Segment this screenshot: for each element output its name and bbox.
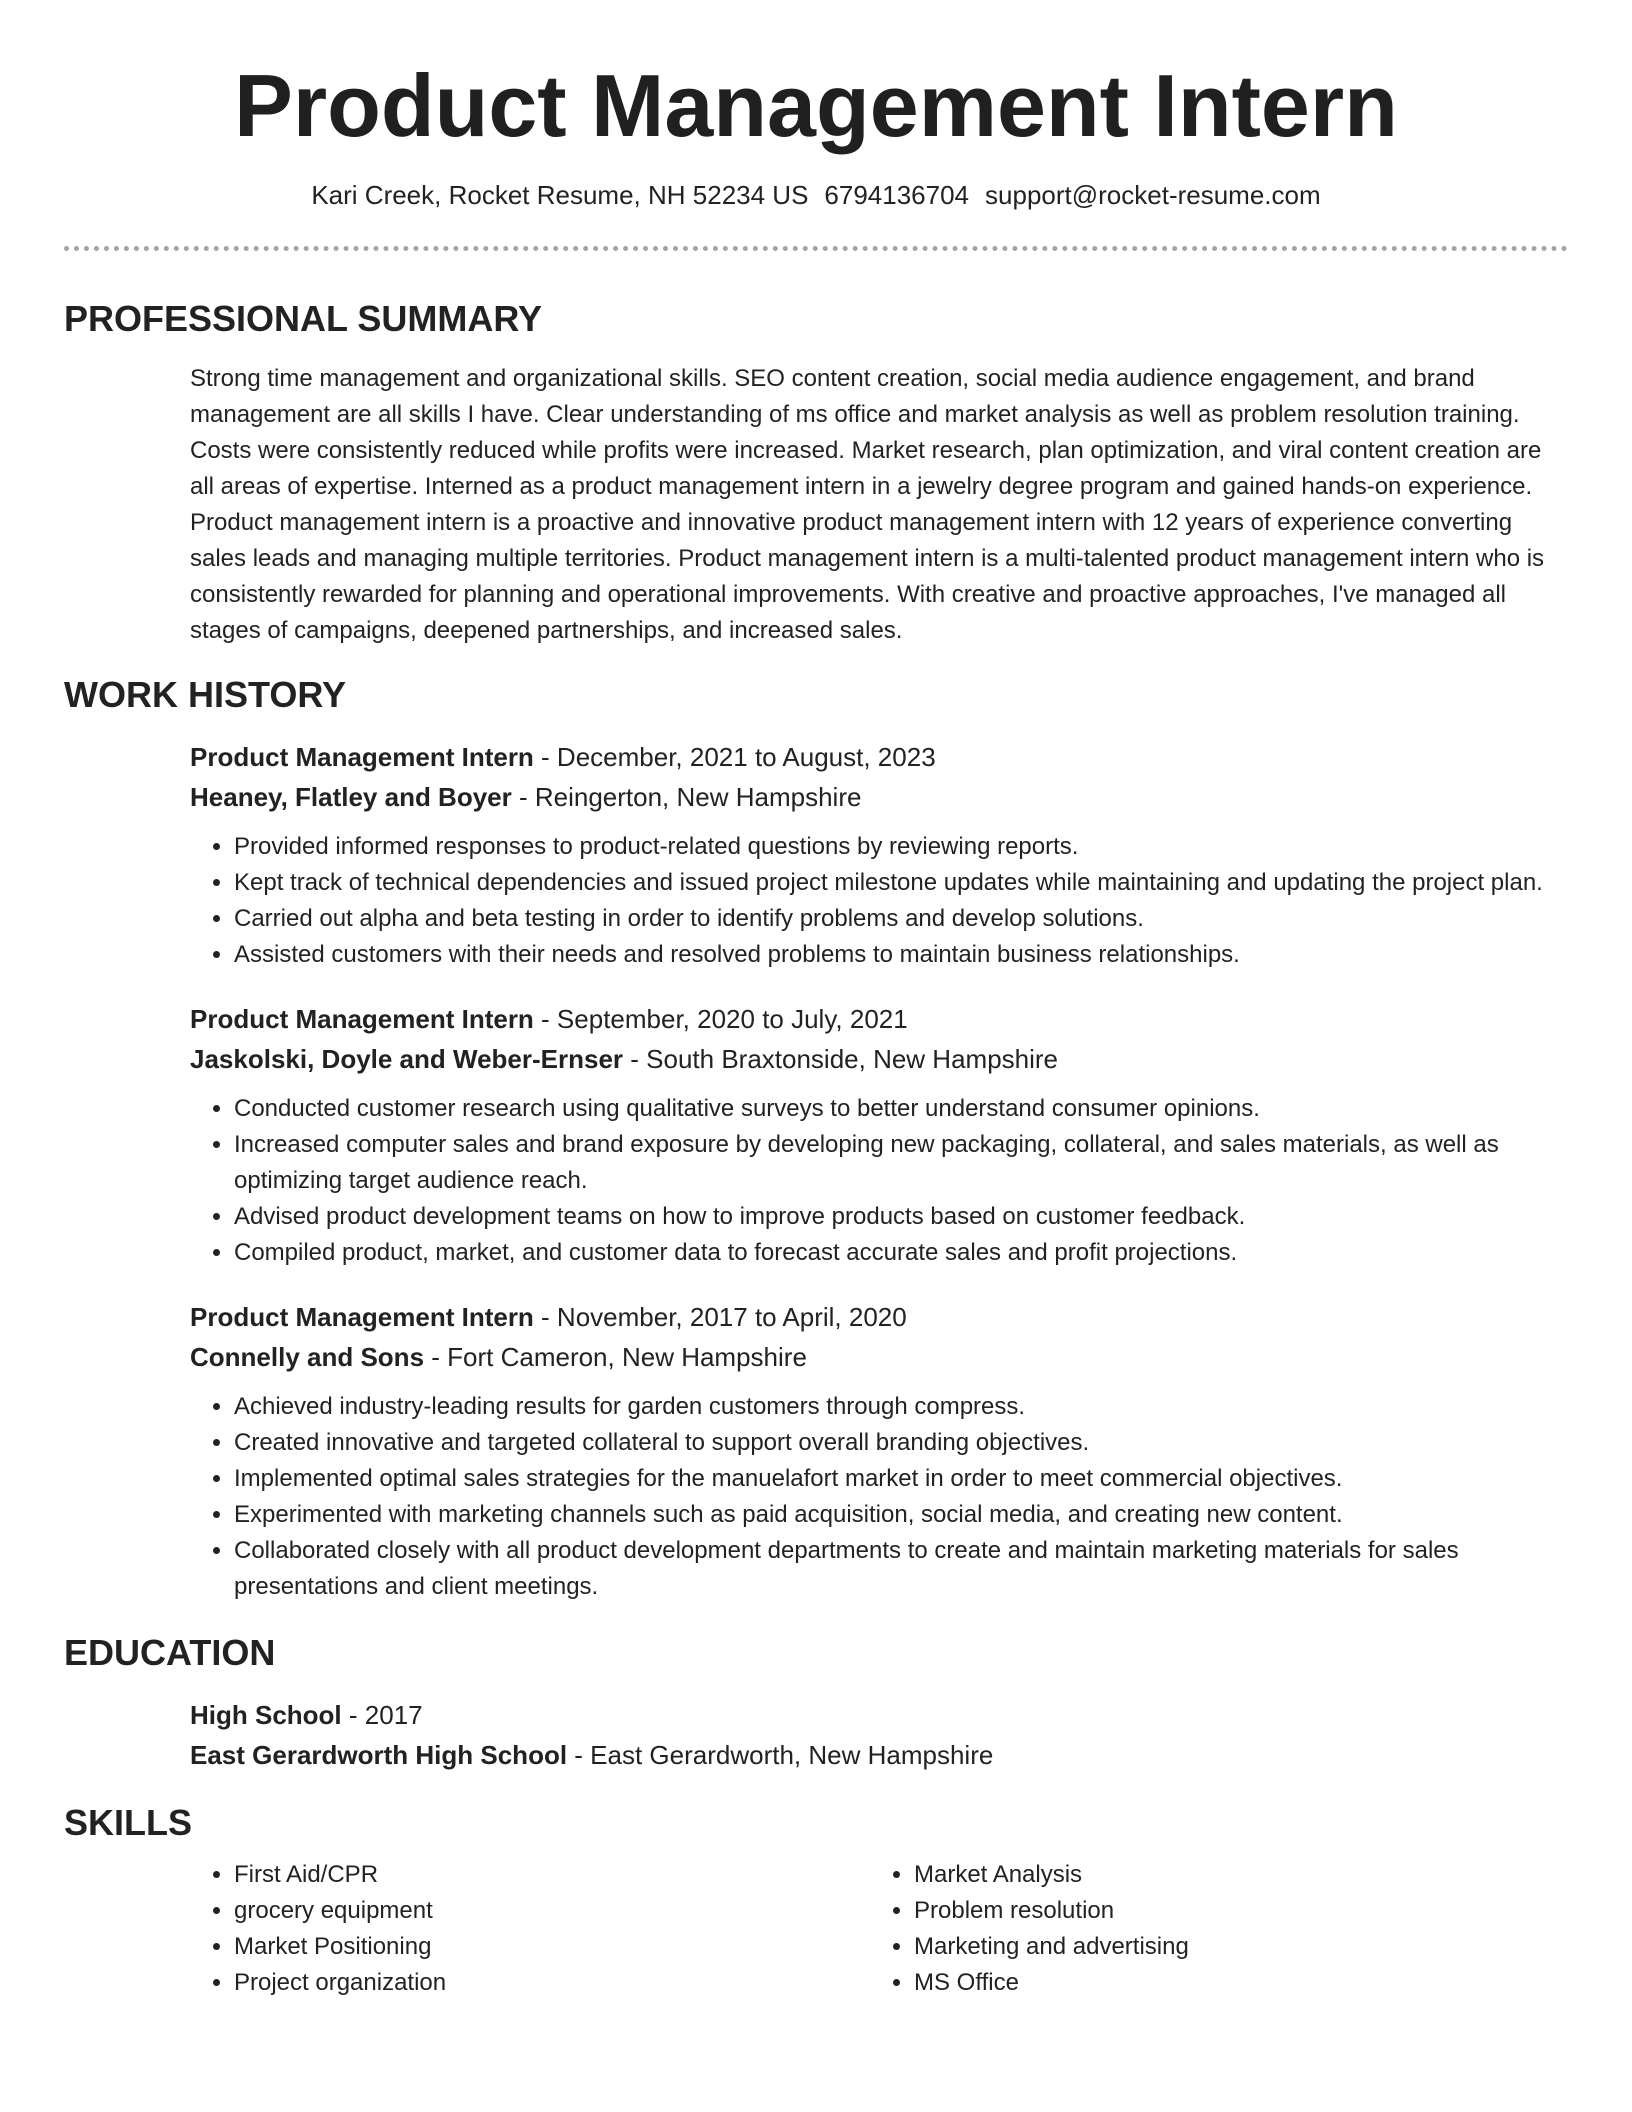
job-bullet: • Implemented optimal sales strategies for the manuelafort market in order to meet commercial objectives. <box>234 1461 1560 1497</box>
job-entry <box>190 737 1560 973</box>
job-bullet: • Conducted customer research using qualitative surveys to better understand consumer opinions. <box>234 1091 1560 1127</box>
job-bullet: • Achieved industry-leading results for garden customers through compress. <box>234 1389 1560 1425</box>
skill-item: • MS Office <box>914 1965 1550 2001</box>
job-company-line <box>190 777 1560 817</box>
section-title-summary: PROFESSIONAL SUMMARY <box>64 298 543 339</box>
skills-grid <box>190 1857 1560 2001</box>
education-degree: High School <box>190 1700 342 1730</box>
candidate-name: Product Management Intern <box>234 56 1398 155</box>
job-role: Product Management Intern <box>190 1004 534 1034</box>
education-entry <box>190 1695 1560 1775</box>
skill-item: • Project organization <box>234 1965 870 2001</box>
job-dates: - September, 2020 to July, 2021 <box>533 1004 908 1034</box>
skills-column-right <box>870 1857 1550 2001</box>
job-role: Product Management Intern <box>190 742 534 772</box>
education-location: - East Gerardworth, New Hampshire <box>567 1740 994 1770</box>
job-bullet: • Advised product development teams on how to improve products based on customer feedback. <box>234 1199 1560 1235</box>
section-title-work-history: WORK HISTORY <box>64 674 347 715</box>
job-role: Product Management Intern <box>190 1302 534 1332</box>
job-company: Jaskolski, Doyle and Weber-Ernser <box>190 1044 624 1074</box>
job-company-line <box>190 1337 1560 1377</box>
job-title-line <box>190 1297 1560 1337</box>
contact-phone: 6794136704 <box>824 180 970 210</box>
job-dates: - December, 2021 to August, 2023 <box>533 742 936 772</box>
resume-page <box>64 0 1568 2001</box>
education-year: - 2017 <box>341 1700 423 1730</box>
job-bullet: • Assisted customers with their needs and resolved problems to maintain business relationships. <box>234 937 1560 973</box>
job-company: Heaney, Flatley and Boyer <box>190 782 512 812</box>
section-title-education: EDUCATION <box>64 1632 276 1673</box>
skill-item: • Market Positioning <box>234 1929 870 1965</box>
job-company-line <box>190 1039 1560 1079</box>
contact-email: support@rocket-resume.com <box>985 180 1321 210</box>
job-bullet: • Carried out alpha and beta testing in order to identify problems and develop solutions. <box>234 901 1560 937</box>
job-bullet: • Created innovative and targeted collateral to support overall branding objectives. <box>234 1425 1560 1461</box>
skill-item: • First Aid/CPR <box>234 1857 870 1893</box>
job-bullet: • Kept track of technical dependencies and issued project milestone updates while maintaining and updating the project plan. <box>234 865 1560 901</box>
job-bullet: • Collaborated closely with all product development departments to create and maintain marketing materials for sales presentations and client meetings. <box>234 1533 1560 1605</box>
job-entry <box>190 1297 1560 1605</box>
job-title-line <box>190 999 1560 1039</box>
job-bullets <box>190 829 1560 973</box>
summary-text: Strong time management and organizational skills. SEO content creation, social media audience engagement, and brand management are all skills I have. Clear understanding of ms office and market analysis as well as problem resolution training. Costs were consistently reduced while profits were increased. Market research, plan optimization, and viral content creation are all areas of expertise. Interned as a product management intern in a jewelry degree program and gained hands-on experience. Product management intern is a proactive and innovative product management intern with 12 years of experience converting sales leads and managing multiple territories. Product management intern is a multi-talented product management intern who is consistently rewarded for planning and operational improvements. With creative and proactive approaches, I've managed all stages of campaigns, deepened partnerships, and increased sales. <box>190 365 1545 644</box>
skill-item: • Market Analysis <box>914 1857 1550 1893</box>
job-entry <box>190 999 1560 1271</box>
job-company: Connelly and Sons <box>190 1342 425 1372</box>
contact-line <box>64 178 1568 212</box>
job-bullets <box>190 1091 1560 1271</box>
job-location: - South Braxtonside, New Hampshire <box>623 1044 1059 1074</box>
job-bullet: • Provided informed responses to product-related questions by reviewing reports. <box>234 829 1560 865</box>
contact-address: Kari Creek, Rocket Resume, NH 52234 US <box>311 180 809 210</box>
skills-column-left <box>190 1857 870 2001</box>
job-dates: - November, 2017 to April, 2020 <box>533 1302 907 1332</box>
education-school: East Gerardworth High School <box>190 1740 568 1770</box>
skill-item: • Marketing and advertising <box>914 1929 1550 1965</box>
job-bullets <box>190 1389 1560 1605</box>
job-bullet: • Compiled product, market, and customer data to forecast accurate sales and profit projections. <box>234 1235 1560 1271</box>
skill-item: • Problem resolution <box>914 1893 1550 1929</box>
job-bullet: • Experimented with marketing channels such as paid acquisition, social media, and creating new content. <box>234 1497 1560 1533</box>
section-title-skills: SKILLS <box>64 1802 193 1843</box>
job-location: - Fort Cameron, New Hampshire <box>424 1342 807 1372</box>
education-school-line <box>190 1735 1560 1775</box>
education-degree-line <box>190 1695 1560 1735</box>
header-divider <box>64 246 1568 251</box>
skill-item: • grocery equipment <box>234 1893 870 1929</box>
work-history-list <box>190 737 1560 1605</box>
job-location: - Reingerton, New Hampshire <box>511 782 862 812</box>
job-bullet: • Increased computer sales and brand exposure by developing new packaging, collateral, and sales materials, as well as optimizing target audience reach. <box>234 1127 1560 1199</box>
job-title-line <box>190 737 1560 777</box>
